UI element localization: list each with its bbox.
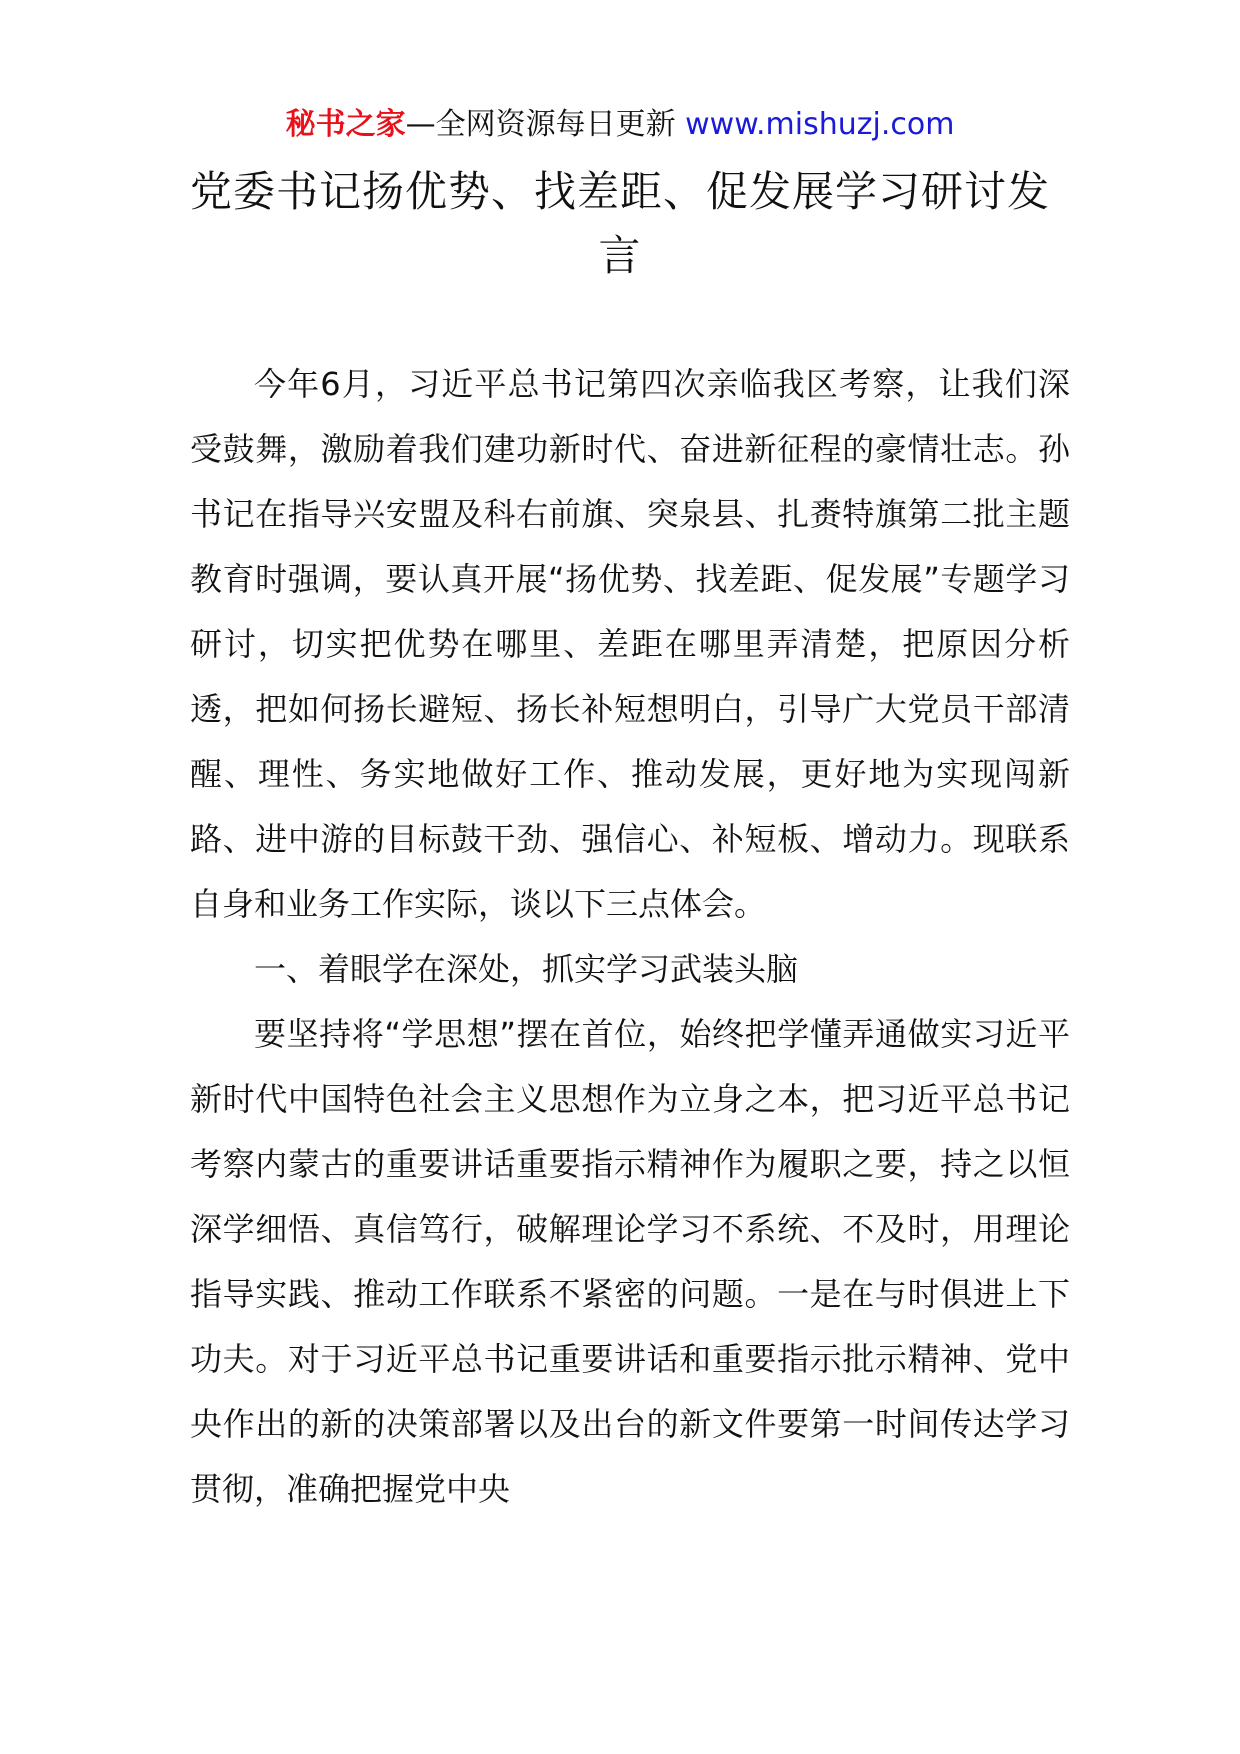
document-title: 党委书记扬优势、找差距、促发展学习研讨发言 xyxy=(189,167,1050,280)
paragraph-section-1: 要坚持将“学思想”摆在首位，始终把学懂弄通做实习近平新时代中国特色社会主义思想作为立身之本，把习近平总书记考察内蒙古的重要讲话重要指示精神作为履职之要，持之以恒深学细悟、真信笃行，破解理论学习不系统、不及时，用理论指导实践、推动工作联系不紧密的问题。一是在与时俱进上下功夫。对于习近平总书记重要讲话和重要指示批示精神、党中央作出的新的决策部署以及出台的新文件要第一时间传达学习贯彻，准确把握党中央 xyxy=(190,1015,1070,1508)
paragraph-intro: 今年6月，习近平总书记第四次亲临我区考察，让我们深受鼓舞，激励着我们建功新时代、奋进新征程的豪情壮志。孙书记在指导兴安盟及科右前旗、突泉县、扎赉特旗第二批主题教育时强调，要认真开展“扬优势、找差距、促发展”专题学习研讨，切实把优势在哪里、差距在哪里弄清楚，把原因分析透，把如何扬长避短、扬长补短想明白，引导广大党员干部清醒、理性、务实地做好工作、推动发展，更好地为实现闯新路、进中游的目标鼓干劲、强信心、补短板、增动力。现联系自身和业务工作实际，谈以下三点体会。 xyxy=(190,365,1070,923)
brand-name: 秘书之家 xyxy=(285,107,406,142)
document-body xyxy=(190,352,1070,1522)
header-tagline: —全网资源每日更新 xyxy=(405,107,686,142)
site-url-link[interactable]: www.mishuzj.com xyxy=(685,107,955,142)
site-header xyxy=(0,104,1240,146)
section-heading-1: 一、着眼学在深处，抓实学习武装头脑 xyxy=(254,950,799,988)
